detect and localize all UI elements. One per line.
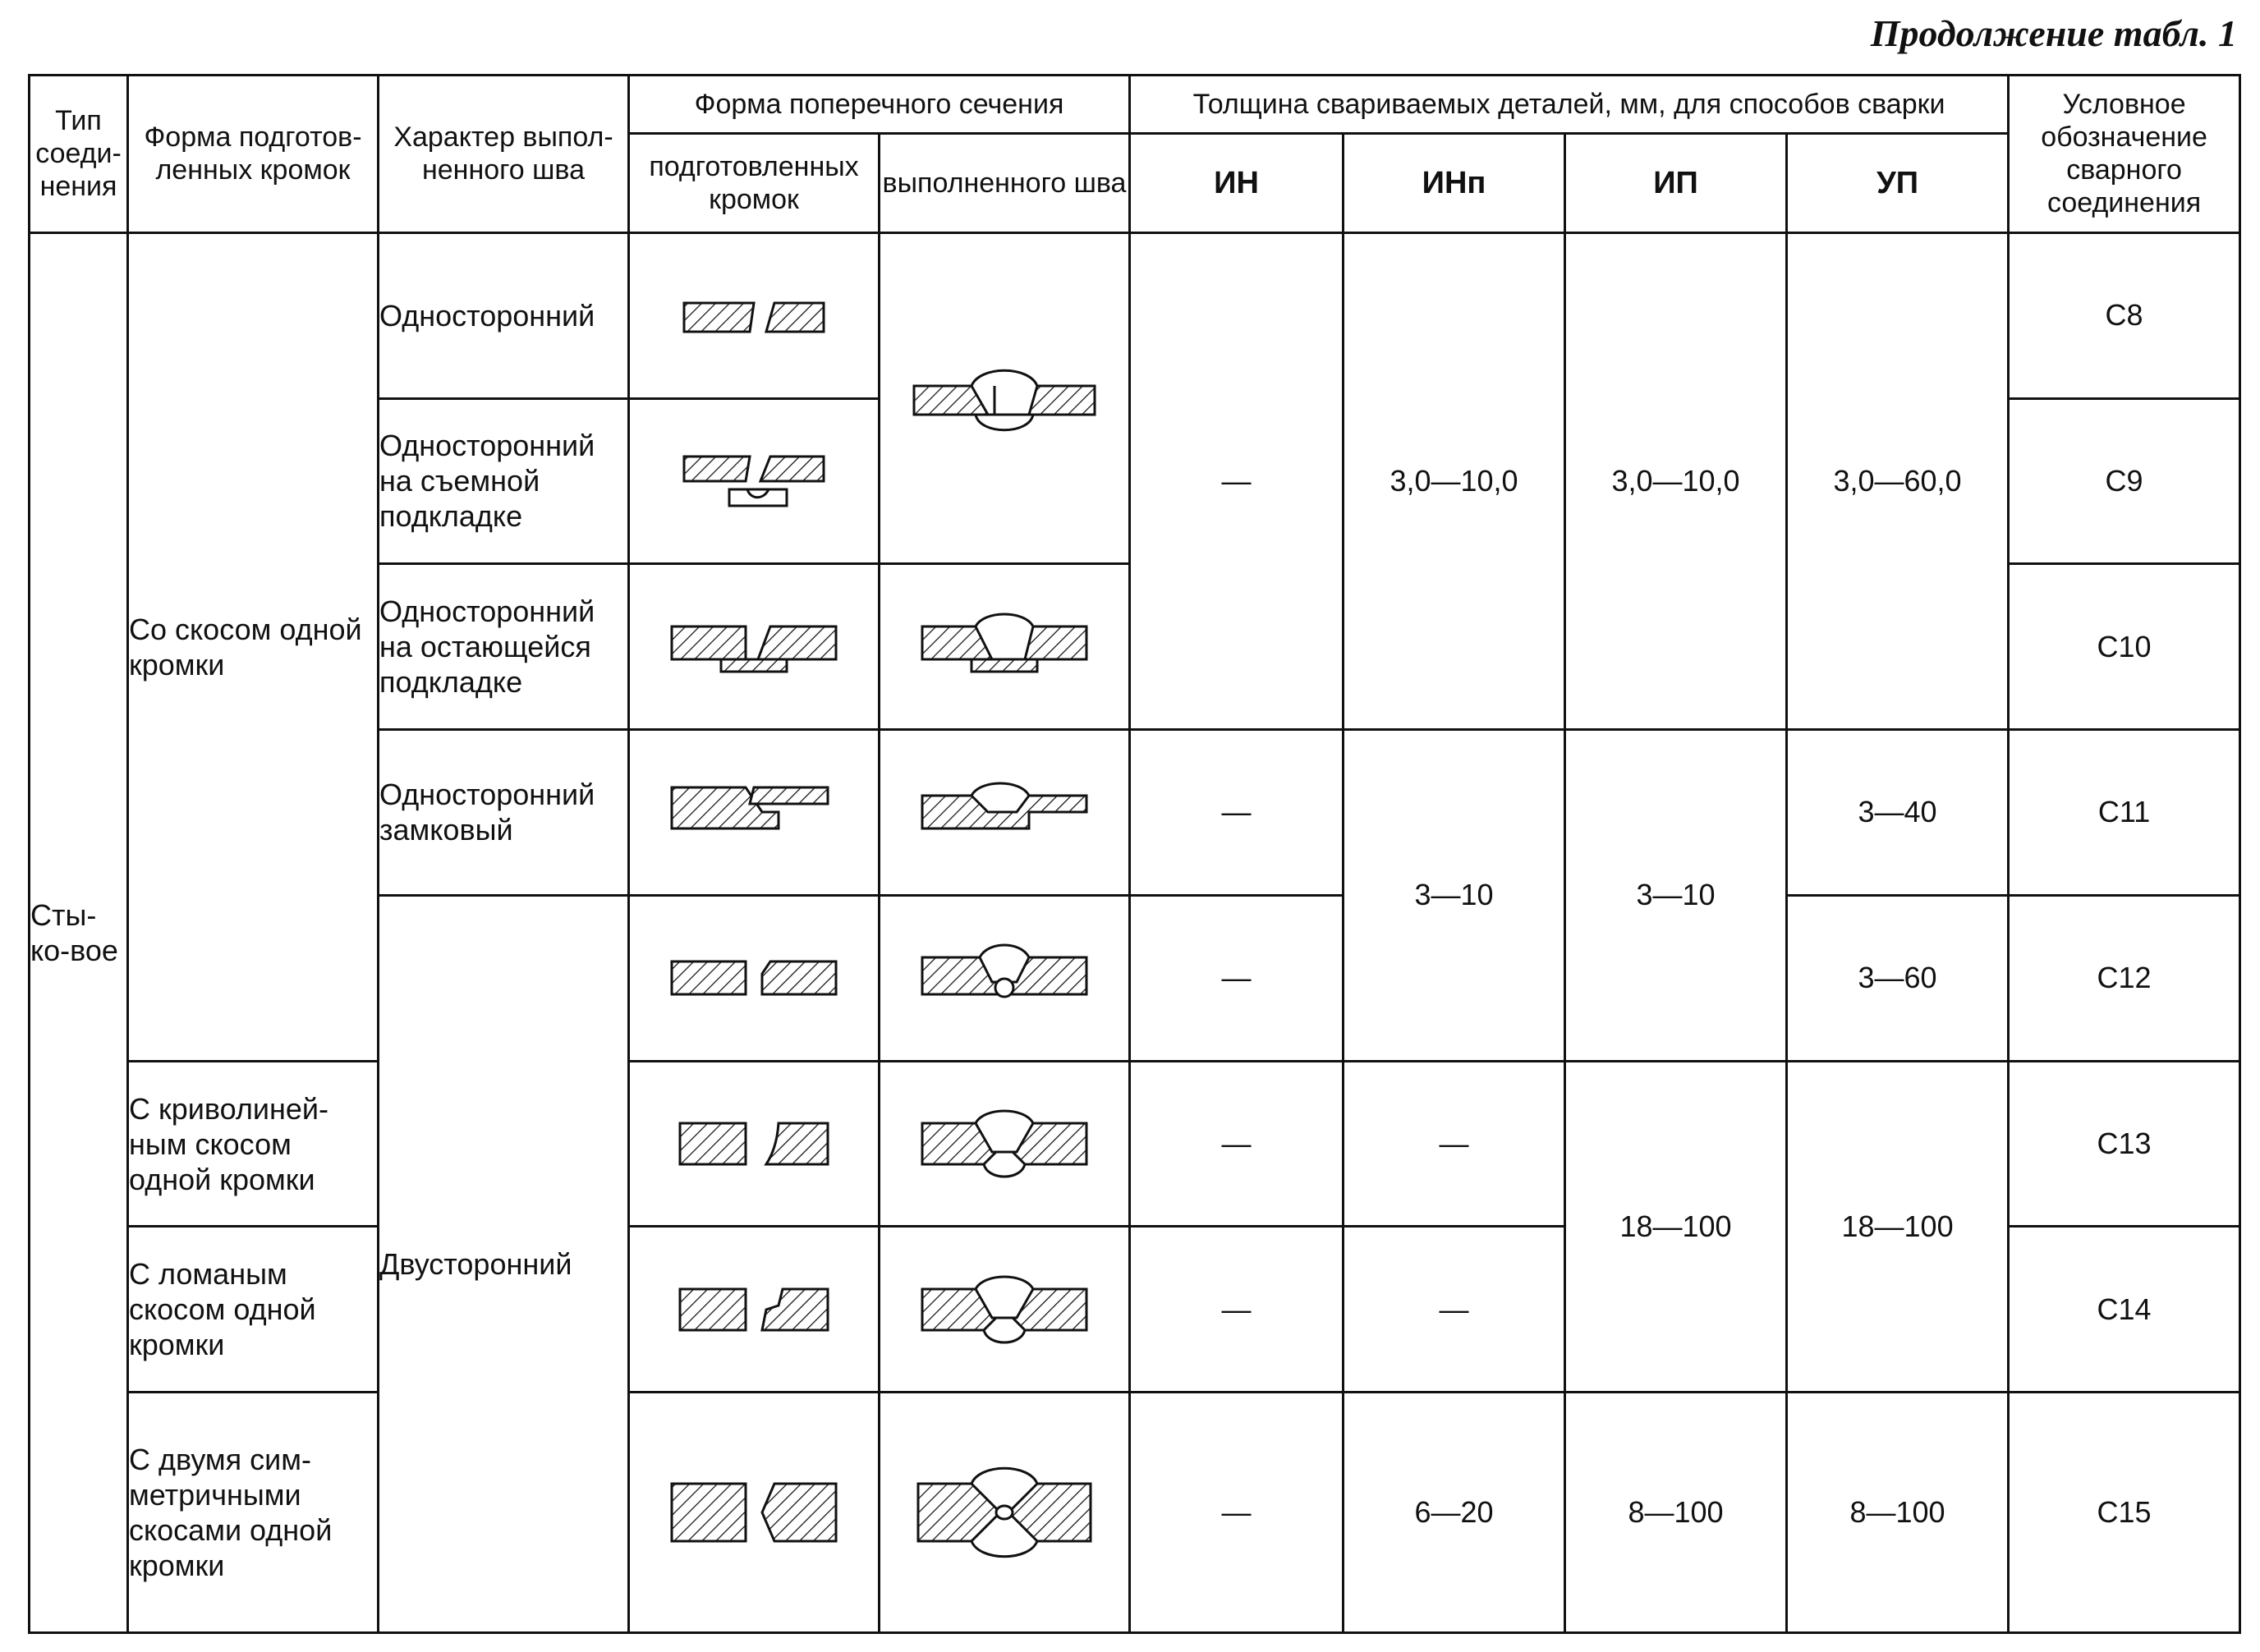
header-method-in: ИН	[1130, 133, 1344, 232]
thickness-in-c15: —	[1130, 1393, 1344, 1633]
thickness-inp-c14: —	[1344, 1227, 1565, 1393]
prepared-section-c9	[629, 398, 880, 564]
thickness-in-c12: —	[1130, 895, 1344, 1061]
designation-c12: С12	[2009, 895, 2240, 1061]
thickness-up-c12: 3—60	[1787, 895, 2009, 1061]
thickness-in-c13: —	[1130, 1061, 1344, 1227]
weld-char-c8: Односторонний	[379, 232, 629, 398]
prepared-section-c13	[629, 1061, 880, 1227]
designation-c8: С8	[2009, 232, 2240, 398]
header-section: Форма поперечного сечения	[629, 76, 1130, 134]
done-section-c10	[880, 564, 1130, 730]
thickness-up-c13: 18—100	[1787, 1061, 2009, 1393]
joint-type-cell: Сты-ко-вое	[30, 232, 128, 1632]
thickness-up-c8: 3,0—60,0	[1787, 232, 2009, 729]
prepared-section-c15	[629, 1393, 880, 1633]
header-edge-form: Форма подготов-ленных кромок	[128, 76, 379, 233]
designation-c14: С14	[2009, 1227, 2240, 1393]
header-type: Тип соеди-нения	[30, 76, 128, 233]
edge-form-curved: С криволиней-ным скосом одной кромки	[128, 1061, 379, 1227]
designation-c11: С11	[2009, 730, 2240, 896]
weld-joints-table	[28, 74, 2241, 1634]
header-weld-character: Характер выпол-ненного шва	[379, 76, 629, 233]
weld-char-c10: Односторонний на остающейся подкладке	[379, 564, 629, 730]
designation-c9: С9	[2009, 398, 2240, 564]
thickness-up-c11: 3—40	[1787, 730, 2009, 896]
header-designation: Условное обозначение сварного соединения	[2009, 76, 2240, 233]
header-section-done: выполненного шва	[880, 133, 1130, 232]
header-method-ip: ИП	[1565, 133, 1787, 232]
done-section-c8-c9	[880, 232, 1130, 564]
designation-c13: С13	[2009, 1061, 2240, 1227]
thickness-inp-c8: 3,0—10,0	[1344, 232, 1565, 729]
thickness-ip-c13: 18—100	[1565, 1061, 1787, 1393]
thickness-inp-c13: —	[1344, 1061, 1565, 1227]
prepared-section-c8	[629, 232, 880, 398]
header-thickness: Толщина свариваемых деталей, мм, для способов сварки	[1130, 76, 2009, 134]
thickness-up-c15: 8—100	[1787, 1393, 2009, 1633]
done-section-c12	[880, 895, 1130, 1061]
weld-char-c11: Односторонний замковый	[379, 730, 629, 896]
thickness-inp-c11: 3—10	[1344, 730, 1565, 1062]
thickness-ip-c11: 3—10	[1565, 730, 1787, 1062]
done-section-c14	[880, 1227, 1130, 1393]
thickness-in-c8: —	[1130, 232, 1344, 729]
header-section-prepared: подготовленных кромок	[629, 133, 880, 232]
weld-char-two-sided: Двусторонний	[379, 895, 629, 1632]
thickness-in-c14: —	[1130, 1227, 1344, 1393]
prepared-section-c11	[629, 730, 880, 896]
header-method-up: УП	[1787, 133, 2009, 232]
done-section-c11	[880, 730, 1130, 896]
edge-form-broken: С ломаным скосом одной кромки	[128, 1227, 379, 1393]
done-section-c13	[880, 1061, 1130, 1227]
thickness-ip-c15: 8—100	[1565, 1393, 1787, 1633]
designation-c15: С15	[2009, 1393, 2240, 1633]
edge-form-bevel: Со скосом одной кромки	[128, 232, 379, 1061]
header-method-inp: ИНп	[1344, 133, 1565, 232]
weld-char-c9: Односторонний на съемной подкладке	[379, 398, 629, 564]
done-section-c15	[880, 1393, 1130, 1633]
prepared-section-c12	[629, 895, 880, 1061]
table-caption: Продолжение табл. 1	[1870, 12, 2237, 54]
edge-form-two-symmetric: С двумя сим-метричными скосами одной кромки	[128, 1393, 379, 1633]
thickness-in-c11: —	[1130, 730, 1344, 896]
designation-c10: С10	[2009, 564, 2240, 730]
prepared-section-c14	[629, 1227, 880, 1393]
thickness-ip-c8: 3,0—10,0	[1565, 232, 1787, 729]
thickness-inp-c15: 6—20	[1344, 1393, 1565, 1633]
prepared-section-c10	[629, 564, 880, 730]
